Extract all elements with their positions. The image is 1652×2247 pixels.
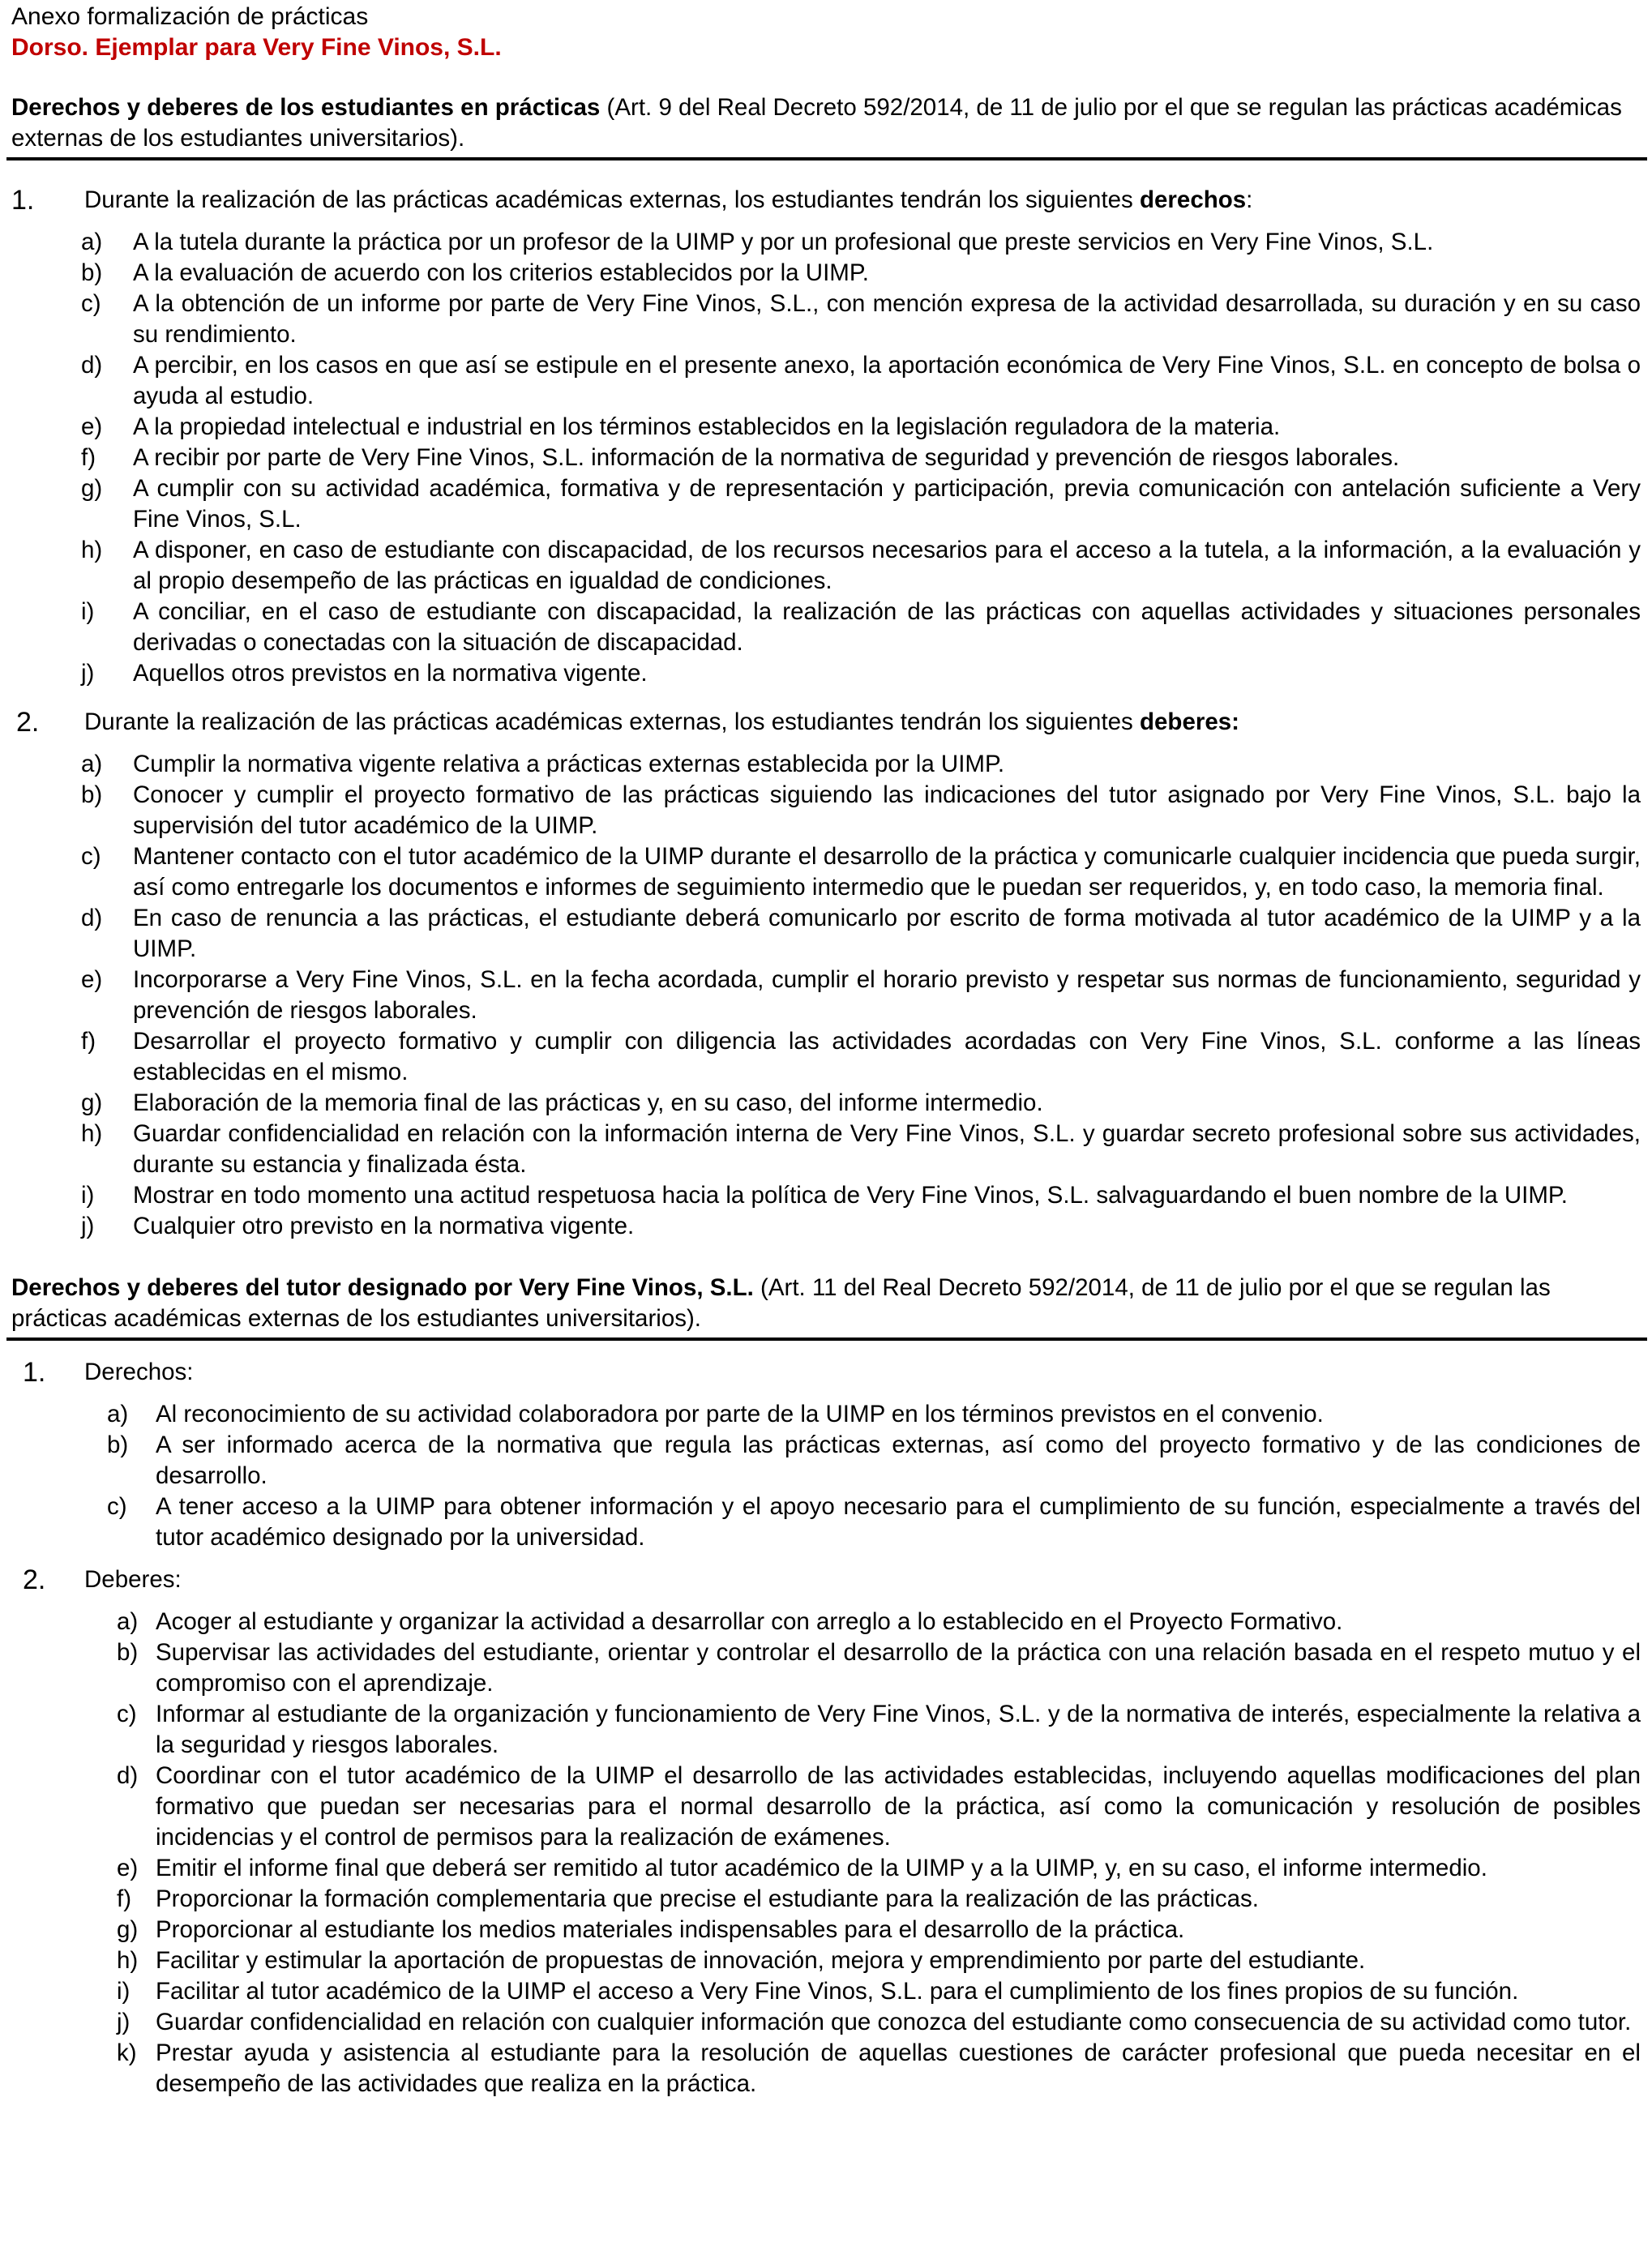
list-item-letter: a) bbox=[107, 1401, 129, 1427]
list-item-text: Prestar ayuda y asistencia al estudiante para la resolución de aquellas cuestiones de carácter profesional que pueda necesitar en el desempeño de las actividades que realiza en la práctica. bbox=[156, 2039, 1641, 2097]
list-item-letter: c) bbox=[107, 1493, 127, 1520]
list-item-text: A ser informado acerca de la normativa que regula las prácticas externas, así como del proyecto formativo y de las condiciones de desarrollo. bbox=[156, 1432, 1641, 1489]
list-item-text: Guardar confidencialidad en relación con la información interna de Very Fine Vinos, S.L. y guardar secreto profesional sobre sus actividades, durante su estancia y finalizada ésta. bbox=[133, 1120, 1641, 1178]
list-item bbox=[11, 1088, 1641, 1119]
students-heading-rest: (Art. 9 del Real Decreto 592/2014, de 11 de julio por el que se regulan las prácticas académicas externas de los estudiantes universitarios). bbox=[11, 94, 1622, 152]
list-item-text: A tener acceso a la UIMP para obtener información y el apoyo necesario para el cumplimiento de su función, especialmente a través del tutor académico designado por la universidad. bbox=[156, 1493, 1641, 1551]
tutor-rights-list bbox=[11, 1399, 1641, 1553]
list-item-letter: i) bbox=[117, 1978, 131, 2005]
students-duties bbox=[11, 707, 1641, 738]
list-item bbox=[11, 1853, 1641, 1884]
item-number: 2. bbox=[16, 707, 40, 738]
tutor-duties-list bbox=[11, 1607, 1641, 2099]
list-item-text: Elaboración de la memoria final de las prácticas y, en su caso, del informe intermedio. bbox=[133, 1089, 1043, 1116]
list-item bbox=[11, 1884, 1641, 1915]
list-item-text: Cualquier otro previsto en la normativa vigente. bbox=[133, 1213, 635, 1239]
list-item-letter: a) bbox=[81, 229, 103, 255]
list-item bbox=[11, 1976, 1641, 2007]
document-subtitle: Dorso. Ejemplar para Very Fine Vinos, S.L. bbox=[11, 34, 502, 61]
list-item-text: Proporcionar la formación complementaria que precise el estudiante para la realización de las prácticas. bbox=[156, 1885, 1259, 1912]
list-item-letter: i) bbox=[81, 1182, 95, 1209]
list-item bbox=[11, 1761, 1641, 1853]
list-item bbox=[11, 1211, 1641, 1242]
students-heading-bold: Derechos y deberes de los estudiantes en prácticas bbox=[11, 94, 601, 121]
list-item bbox=[11, 1699, 1641, 1761]
students-duties-list bbox=[11, 749, 1641, 1242]
list-item-letter: k) bbox=[117, 2039, 137, 2066]
list-item bbox=[11, 443, 1641, 473]
students-rights-intro: Durante la realización de las prácticas académicas externas, los estudiantes tendrán los siguientes bbox=[84, 186, 1140, 213]
list-item-letter: h) bbox=[81, 1120, 103, 1147]
list-item bbox=[11, 749, 1641, 780]
list-item-text: Coordinar con el tutor académico de la UIMP el desarrollo de las actividades establecidas, incluyendo aquellas modificaciones del plan formativo que puedan ser necesarias para el normal desarrollo de la práctica, así como la comunicación y resolución de posibles incidencias y el control de permisos para la realización de exámenes. bbox=[156, 1762, 1641, 1851]
list-item bbox=[11, 1607, 1641, 1637]
document-page bbox=[11, 2, 1641, 2099]
tutor-heading-rest: (Art. 11 del Real Decreto 592/2014, de 11 de julio por el que se regulan las prácticas académicas externas de los estudiantes universitarios). bbox=[11, 1274, 1551, 1332]
list-item-text: En caso de renuncia a las prácticas, el estudiante deberá comunicarlo por escrito de forma motivada al tutor académico de la UIMP y a la UIMP. bbox=[133, 905, 1641, 962]
list-item-text: A conciliar, en el caso de estudiante con discapacidad, la realización de las prácticas con aquellas actividades y situaciones personales derivadas o conectadas con la situación de discapacidad. bbox=[133, 598, 1641, 656]
list-item-letter: g) bbox=[117, 1916, 139, 1943]
list-item-letter: e) bbox=[117, 1855, 139, 1881]
list-item-text: A la obtención de un informe por parte de Very Fine Vinos, S.L., con mención expresa de la actividad desarrollada, su duración y en su caso su rendimiento. bbox=[133, 290, 1641, 348]
list-item-text: Facilitar y estimular la aportación de propuestas de innovación, mejora y emprendimiento por parte del estudiante. bbox=[156, 1947, 1366, 1974]
list-item bbox=[11, 1399, 1641, 1430]
list-item-letter: h) bbox=[117, 1947, 139, 1974]
list-item bbox=[11, 1026, 1641, 1088]
list-item-letter: g) bbox=[81, 1089, 103, 1116]
students-rights-suffix: : bbox=[1246, 186, 1253, 213]
students-rights-list bbox=[11, 227, 1641, 689]
list-item bbox=[11, 965, 1641, 1026]
list-item-text: Aquellos otros previstos en la normativa vigente. bbox=[133, 660, 648, 687]
tutor-rights-label: Derechos: bbox=[84, 1359, 194, 1385]
list-item-letter: f) bbox=[117, 1885, 132, 1912]
list-item bbox=[11, 227, 1641, 258]
list-item-text: Al reconocimiento de su actividad colaboradora por parte de la UIMP en los términos previstos en el convenio. bbox=[156, 1401, 1324, 1427]
list-item-letter: g) bbox=[81, 475, 103, 502]
list-item-letter: d) bbox=[81, 905, 103, 931]
students-duties-intro: Durante la realización de las prácticas académicas externas, los estudiantes tendrán los siguientes bbox=[84, 708, 1140, 735]
list-item-letter: c) bbox=[81, 843, 101, 870]
list-item-text: Proporcionar al estudiante los medios materiales indispensables para el desarrollo de la práctica. bbox=[156, 1916, 1185, 1943]
list-item-letter: a) bbox=[81, 751, 103, 777]
list-item-text: Supervisar las actividades del estudiante, orientar y controlar el desarrollo de la práctica con una relación basada en el respeto mutuo y el compromiso con el aprendizaje. bbox=[156, 1639, 1641, 1697]
list-item-text: Mostrar en todo momento una actitud respetuosa hacia la política de Very Fine Vinos, S.L. salvaguardando el buen nombre de la UIMP. bbox=[133, 1182, 1568, 1209]
list-item-letter: c) bbox=[81, 290, 101, 317]
list-item bbox=[11, 597, 1641, 658]
list-item-letter: d) bbox=[117, 1762, 139, 1789]
list-item-letter: e) bbox=[81, 966, 103, 993]
list-item bbox=[11, 350, 1641, 412]
list-item-text: A recibir por parte de Very Fine Vinos, S.L. información de la normativa de seguridad y prevención de riesgos laborales. bbox=[133, 444, 1400, 471]
list-item bbox=[11, 289, 1641, 350]
list-item-text: A la evaluación de acuerdo con los criterios establecidos por la UIMP. bbox=[133, 259, 869, 286]
list-item-letter: i) bbox=[81, 598, 95, 625]
list-item-letter: e) bbox=[81, 413, 103, 440]
list-item bbox=[11, 1915, 1641, 1945]
list-item bbox=[11, 658, 1641, 689]
list-item-letter: b) bbox=[81, 259, 103, 286]
list-item-letter: j) bbox=[117, 2009, 131, 2035]
list-item-letter: h) bbox=[81, 537, 103, 563]
students-section-heading bbox=[11, 92, 1641, 154]
list-item bbox=[11, 2038, 1641, 2099]
list-item bbox=[11, 841, 1641, 903]
list-item bbox=[11, 1119, 1641, 1180]
list-item bbox=[11, 535, 1641, 597]
list-item-text: Acoger al estudiante y organizar la actividad a desarrollar con arreglo a lo establecido en el Proyecto Formativo. bbox=[156, 1608, 1343, 1635]
list-item-letter: b) bbox=[81, 781, 103, 808]
list-item bbox=[11, 258, 1641, 289]
list-item bbox=[11, 1430, 1641, 1492]
item-number: 1. bbox=[11, 185, 35, 216]
students-rights-keyword: derechos bbox=[1140, 186, 1247, 213]
list-item-text: Informar al estudiante de la organización y funcionamiento de Very Fine Vinos, S.L. y de la normativa de interés, especialmente la relativa a la seguridad y riesgos laborales. bbox=[156, 1701, 1641, 1758]
list-item-text: A la propiedad intelectual e industrial en los términos establecidos en la legislación reguladora de la materia. bbox=[133, 413, 1281, 440]
list-item-text: Cumplir la normativa vigente relativa a prácticas externas establecida por la UIMP. bbox=[133, 751, 1005, 777]
list-item-text: Conocer y cumplir el proyecto formativo de las prácticas siguiendo las indicaciones del tutor asignado por Very Fine Vinos, S.L. bajo la supervisión del tutor académico de la UIMP. bbox=[133, 781, 1641, 839]
list-item-letter: a) bbox=[117, 1608, 139, 1635]
list-item-text: Incorporarse a Very Fine Vinos, S.L. en la fecha acordada, cumplir el horario previsto y respetar sus normas de funcionamiento, seguridad y prevención de riesgos laborales. bbox=[133, 966, 1641, 1024]
section-divider bbox=[6, 157, 1647, 160]
tutor-duties bbox=[11, 1564, 1641, 1595]
list-item-letter: d) bbox=[81, 352, 103, 379]
item-number: 2. bbox=[23, 1564, 46, 1595]
tutor-heading-bold: Derechos y deberes del tutor designado por Very Fine Vinos, S.L. bbox=[11, 1274, 754, 1301]
list-item bbox=[11, 473, 1641, 535]
list-item bbox=[11, 1945, 1641, 1976]
list-item-text: Facilitar al tutor académico de la UIMP el acceso a Very Fine Vinos, S.L. para el cumplimiento de los fines propios de su función. bbox=[156, 1978, 1519, 2005]
list-item bbox=[11, 903, 1641, 965]
list-item-text: Mantener contacto con el tutor académico de la UIMP durante el desarrollo de la práctica y comunicarle cualquier incidencia que pueda surgir, así como entregarle los documentos e informes de seguimiento intermedio que le puedan ser requeridos, y, en todo caso, la memoria final. bbox=[133, 843, 1641, 901]
list-item-text: A disponer, en caso de estudiante con discapacidad, de los recursos necesarios para el acceso a la tutela, a la información, a la evaluación y al propio desempeño de las prácticas en igualdad de condiciones. bbox=[133, 537, 1641, 594]
list-item-letter: j) bbox=[81, 1213, 95, 1239]
document-title: Anexo formalización de prácticas bbox=[11, 3, 369, 30]
list-item-text: A cumplir con su actividad académica, formativa y de representación y participación, previa comunicación con antelación suficiente a Very Fine Vinos, S.L. bbox=[133, 475, 1641, 533]
list-item-letter: b) bbox=[117, 1639, 139, 1666]
list-item-text: A la tutela durante la práctica por un profesor de la UIMP y por un profesional que preste servicios en Very Fine Vinos, S.L. bbox=[133, 229, 1434, 255]
section-divider bbox=[6, 1338, 1647, 1341]
list-item bbox=[11, 780, 1641, 841]
list-item bbox=[11, 1180, 1641, 1211]
list-item-letter: f) bbox=[81, 444, 96, 471]
list-item bbox=[11, 2007, 1641, 2038]
list-item-text: A percibir, en los casos en que así se estipule en el presente anexo, la aportación económica de Very Fine Vinos, S.L. en concepto de bolsa o ayuda al estudio. bbox=[133, 352, 1641, 409]
item-number: 1. bbox=[23, 1357, 46, 1388]
students-duties-keyword: deberes: bbox=[1140, 708, 1239, 735]
tutor-section-heading bbox=[11, 1273, 1641, 1334]
list-item bbox=[11, 1492, 1641, 1553]
tutor-rights bbox=[11, 1357, 1641, 1388]
list-item-text: Desarrollar el proyecto formativo y cumplir con diligencia las actividades acordadas con Very Fine Vinos, S.L. conforme a las líneas establecidas en el mismo. bbox=[133, 1028, 1641, 1085]
list-item-text: Guardar confidencialidad en relación con cualquier información que conozca del estudiante como consecuencia de su actividad como tutor. bbox=[156, 2009, 1632, 2035]
list-item bbox=[11, 1637, 1641, 1699]
list-item-text: Emitir el informe final que deberá ser remitido al tutor académico de la UIMP y a la UIMP, y, en su caso, el informe intermedio. bbox=[156, 1855, 1487, 1881]
list-item-letter: b) bbox=[107, 1432, 129, 1458]
tutor-duties-label: Deberes: bbox=[84, 1566, 182, 1593]
list-item-letter: c) bbox=[117, 1701, 137, 1727]
list-item bbox=[11, 412, 1641, 443]
students-rights bbox=[11, 185, 1641, 216]
list-item-letter: f) bbox=[81, 1028, 96, 1055]
list-item-letter: j) bbox=[81, 660, 95, 687]
